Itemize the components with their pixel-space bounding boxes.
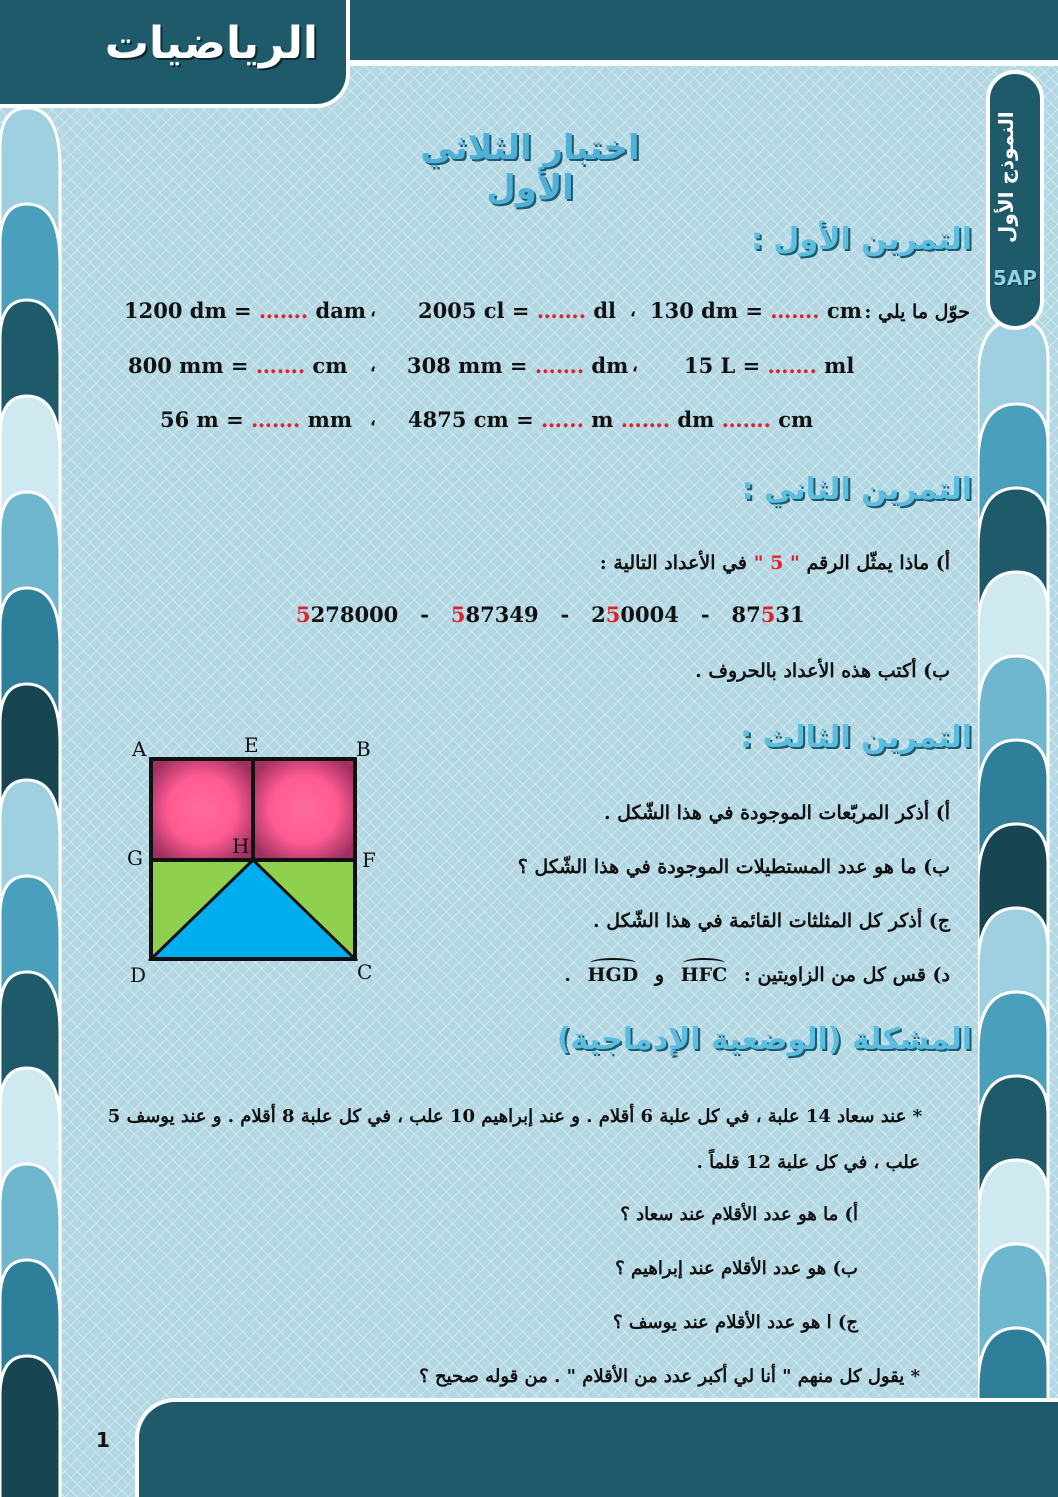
decorative-tab [0,1356,60,1497]
problem-text-line1: * عند سعاد 14 علبة ، في كل علبة 6 أقلام . و عند إبراهيم 10 علب ، في كل علبة 8 أقلام . و عند يوسف 5 [107,1106,922,1127]
top-divider [340,60,1058,66]
separator: ، [370,300,376,321]
separator: ، [370,409,376,430]
angle-hfc: HFC [680,964,728,986]
exercise3-question-d: د) قس كل من الزاويتين : HFC و HGD . [564,964,950,986]
numbers-list: 5278000 - 587349 - 250004 - 87531 [296,602,805,627]
problem-heading: المشكلة (الوضعية الإدماجية) [556,1022,972,1057]
subject-tab [0,0,350,108]
label-d: D [130,963,147,987]
model-tab [986,70,1044,330]
problem-question-a: أ) ما هو عدد الأقلام عند سعاد ؟ [620,1204,858,1225]
exercise3-heading: التمرين الثالث : [740,720,972,755]
conversion-2005cl: 2005 cl = ……. dl [418,298,617,323]
conversion-15L: 15 L = ……. ml [684,353,855,378]
separator: ، [630,300,636,321]
exercise3-question-b: ب) ما هو عدد المستطيلات الموجودة في هذا الشّكل ؟ [517,856,950,878]
conversion-308mm: 308 mm = ……. dm [407,353,629,378]
exam-title: اختبار الثلاثي الأول [420,128,640,208]
separator: ، [632,355,638,376]
angle-hgd: HGD [587,964,639,986]
geometry-figure [148,756,358,962]
exercise1-instruction: حوّل ما يلي : [864,301,970,323]
label-a: A [132,737,147,761]
conversion-1200dm: 1200 dm = ……. dam [124,298,367,323]
level-label: 5AP [992,266,1038,290]
label-e: E [244,733,259,757]
exercise3-question-c: ج) أذكر كل المثلثات القائمة في هذا الشّكل . [593,910,950,932]
subject-title: الرياضيات [104,18,318,69]
label-h: H [232,834,250,858]
exercise2-heading: التمرين الثاني : [741,472,972,507]
page-number: 1 [96,1428,110,1452]
bottom-band [135,1398,1058,1497]
number-item: 587349 [450,602,539,627]
left-decoration [0,108,90,1497]
exercise1-heading: التمرين الأول : [750,222,972,257]
exercise3-question-a: أ) أذكر المربّعات الموجودة في هذا الشّكل . [603,802,950,824]
problem-text-line2: علب ، في كل علبة 12 قلماً . [696,1152,920,1173]
square-ebfh [253,759,355,860]
number-item: 87531 [731,602,805,627]
conversion-130dm: 130 dm = ……. cm [650,298,862,323]
problem-final-question: * يقول كل منهم " أنا لي أكبر عدد من الأقلام " . من قوله صحيح ؟ [419,1366,920,1387]
model-label: النموذج الأول [994,111,1018,243]
number-item: 250004 [591,602,679,627]
exercise2-question-a: أ) ماذا يمثّل الرقم " 5 " في الأعداد التالية : [599,552,950,574]
label-b: B [356,737,371,761]
label-g: G [127,846,143,870]
label-f: F [362,848,376,872]
conversion-56m: 56 m = ……. mm [160,407,353,432]
label-c: C [357,960,373,984]
exercise2-question-b: ب) أكتب هذه الأعداد بالحروف . [695,660,950,682]
separator: ، [370,355,376,376]
problem-question-c: ج) ا هو عدد الأقلام عند يوسف ؟ [613,1312,858,1333]
problem-question-b: ب) هو عدد الأقلام عند إبراهيم ؟ [615,1258,858,1279]
conversion-800mm: 800 mm = ……. cm [128,353,348,378]
number-item: 5278000 [296,602,399,627]
conversion-4875cm: 4875 cm = …... m ……. dm ……. cm [408,407,814,432]
